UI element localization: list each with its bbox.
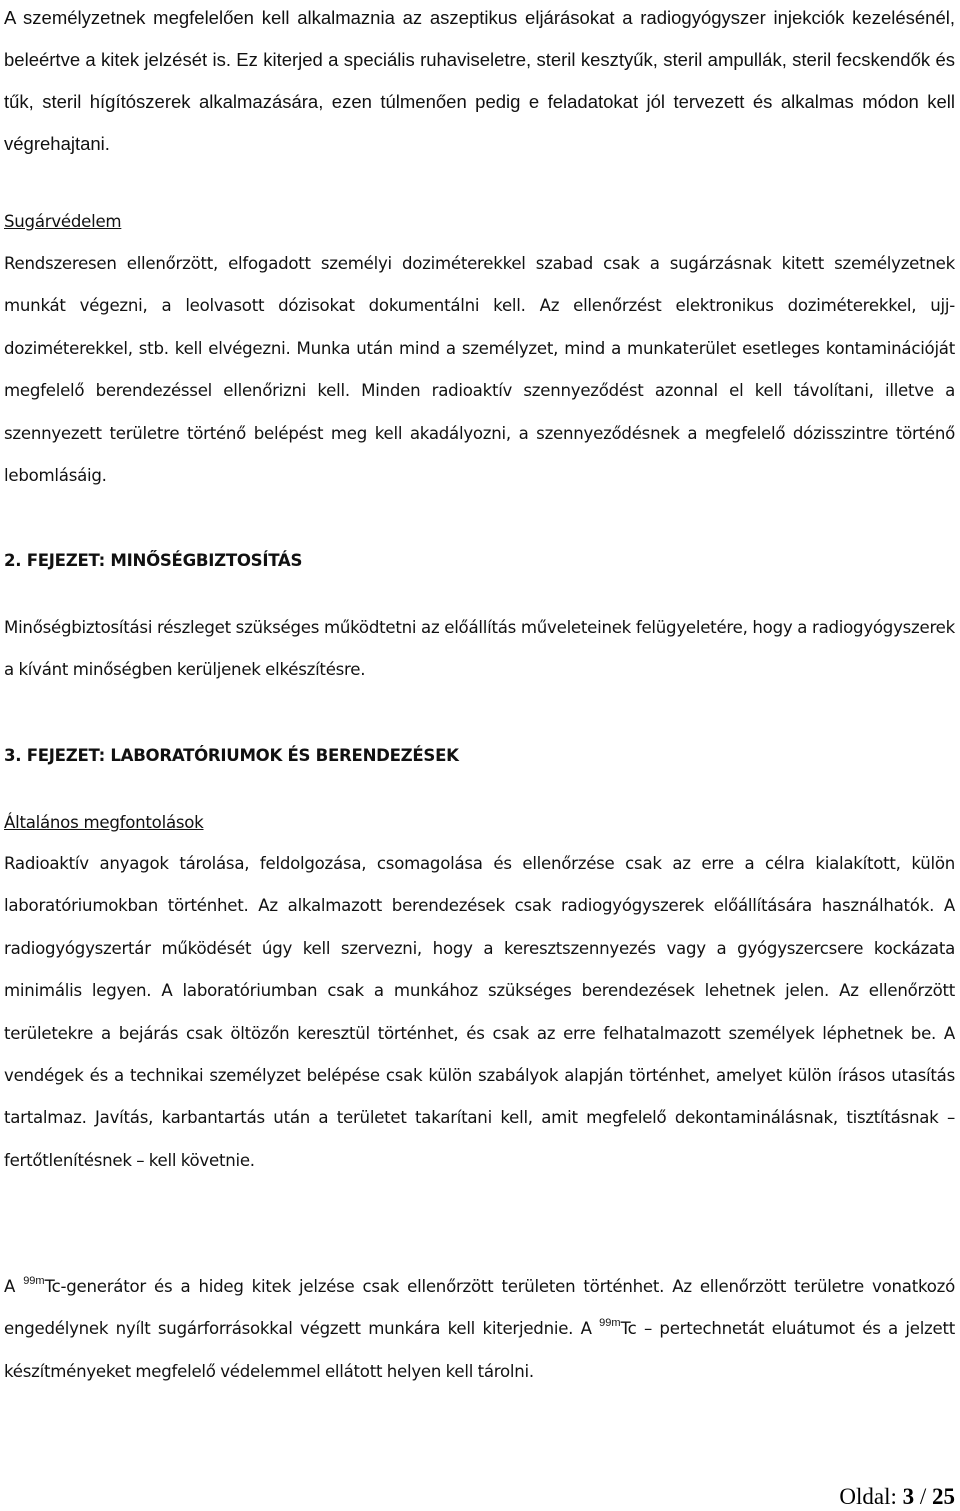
- section-heading-general-considerations: Általános megfontolások: [4, 813, 204, 832]
- intro-paragraph: A személyzetnek megfelelően kell alkalmaznia az aszeptikus eljárásokat a radiogyógyszer injekciók kezelésénél, beleértve a kitek jelzését is. Ez kiterjed a speciális ruhaviseletre, steril kesztyűk, steril ampullák, steril fecskendők és tűk, steril hígítószerek alkalmazására, ezen túlmenően pedig e feladatokat jól tervezett és alkalmas módon kell végrehajtani.: [4, 7, 955, 154]
- technetium-paragraph: [4, 1266, 955, 1393]
- section-heading-radiation-protection: Sugárvédelem: [4, 212, 122, 231]
- isotope-superscript: 99m: [599, 1317, 621, 1330]
- tc-text-part-3: Tc – pertechnetát eluátumot és a jelzett készítményeket megfelelő védelemmel ellátott helyen kell tárolni.: [4, 1319, 955, 1381]
- quality-assurance-paragraph: Minőségbiztosítási részleget szükséges működtetni az előállítás műveleteinek felügyeletére, hogy a radiogyógyszerek a kívánt minőségben kerüljenek elkészítésre.: [4, 618, 955, 680]
- page-separator: /: [914, 1484, 932, 1509]
- chapter-2-heading: 2. FEJEZET: MINŐSÉGBIZTOSÍTÁS: [4, 551, 303, 570]
- page-label: Oldal:: [839, 1484, 903, 1509]
- current-page-number: 3: [902, 1484, 915, 1509]
- page-number-footer: [839, 1483, 955, 1511]
- tc-text-part-2: Tc-generátor és a hideg kitek jelzése csak ellenőrzött területen történhet. Az ellenőrzött területre vonatkozó engedélynek nyílt sugárforrásokkal végzett munkára kell kiterjednie. A: [4, 1277, 955, 1339]
- total-page-count: 25: [932, 1484, 955, 1509]
- chapter-3-heading: 3. FEJEZET: LABORATÓRIUMOK ÉS BERENDEZÉSEK: [4, 746, 459, 765]
- radiation-protection-paragraph: Rendszeresen ellenőrzött, elfogadott személyi doziméterekkel szabad csak a sugárzásnak kitett személyzetnek munkát végezni, a leolvasott dózisokat dokumentálni kell. Az ellenőrzést elektronikus doziméterekkel, ujj-doziméterekkel, stb. kell elvégezni. Munka után mind a személyzet, mind a munkaterület esetleges kontaminációját megfelelő berendezéssel ellenőrizni kell. Minden radioaktív szennyeződést azonnal el kell távolítani, illetve a szennyezett területre történő belépést meg kell akadályozni, a szennyeződésnek a megfelelő dózisszintre történő lebomlásáig.: [4, 254, 955, 486]
- tc-text-part-1: A: [4, 1277, 24, 1296]
- isotope-superscript: 99m: [23, 1275, 45, 1287]
- laboratories-paragraph: Radioaktív anyagok tárolása, feldolgozása, csomagolása és ellenőrzése csak az erre a célra kialakított, külön laboratóriumokban történhet. Az alkalmazott berendezések csak radiogyógyszerek előállítására használhatók. A radiogyógyszertár működését úgy kell szervezni, hogy a keresztszennyezés vagy a gyógyszercsere kockázata minimális legyen. A laboratóriumban csak a munkához szükséges berendezések lehetnek jelen. Az ellenőrzött területekre a bejárás csak öltözőn keresztül történhet, és csak az erre felhatalmazott személyek léphetnek be. A vendégek és a technikai személyzet belépése csak külön szabályok alapján történhet, amelyet külön írásos utasítás tartalmaz. Javítás, karbantartás után a területet takarítani kell, amit megfelelő dekontaminálásnak, tisztításnak – fertőtlenítésnek – kell követnie.: [4, 854, 955, 1170]
